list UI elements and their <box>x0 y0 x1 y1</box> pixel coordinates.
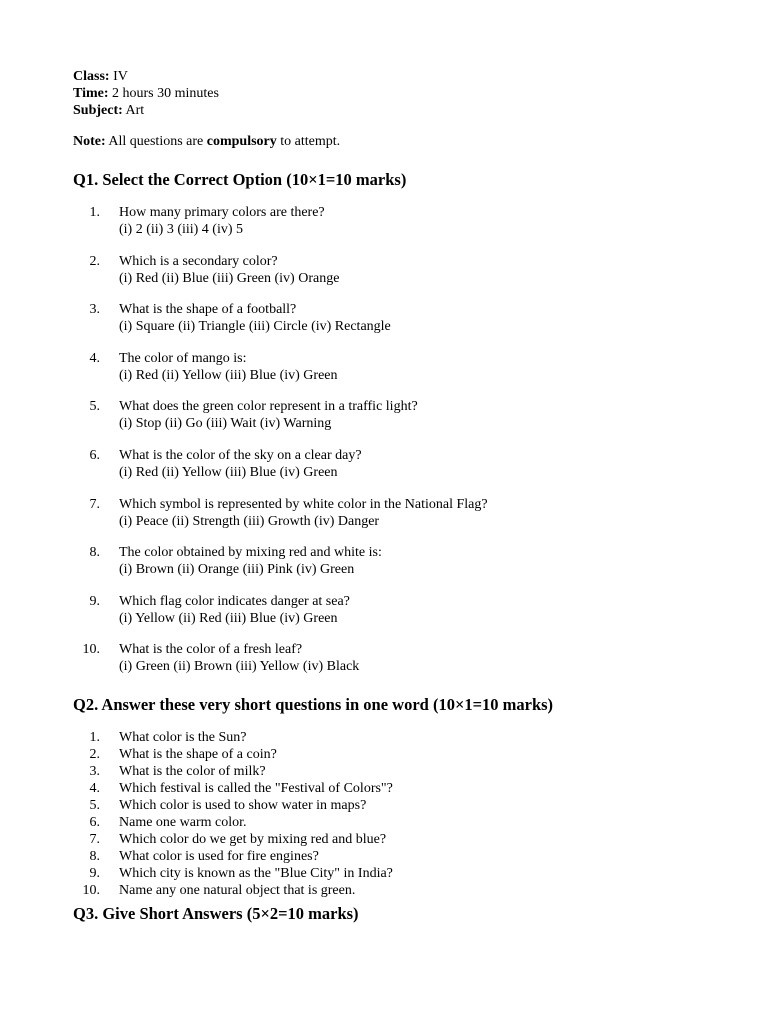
question-options: (i) 2 (ii) 3 (iii) 4 (iv) 5 <box>119 222 244 237</box>
list-item <box>0 204 768 253</box>
question-text: What is the color of milk? <box>119 764 266 779</box>
q1-question-list <box>0 204 768 690</box>
question-number: 3. <box>89 764 100 779</box>
question-text: The color of mango is: <box>119 350 247 366</box>
question-text: Which symbol is represented by white color in the National Flag? <box>119 496 488 512</box>
question-text: What is the color of the sky on a clear day? <box>119 447 362 463</box>
question-text: What is the color of a fresh leaf? <box>119 642 303 658</box>
list-item <box>0 301 768 350</box>
subject-value: Art <box>122 103 145 118</box>
time-line <box>73 85 219 102</box>
note-text-post: to attempt. <box>276 134 341 149</box>
question-text: How many primary colors are there? <box>119 205 325 220</box>
question-text: Which city is known as the "Blue City" in India? <box>119 866 393 881</box>
question-options: (i) Square (ii) Triangle (iii) Circle (iv) Rectangle <box>119 319 391 335</box>
question-number: 9. <box>89 593 100 609</box>
note-text-bold: compulsory <box>206 134 277 149</box>
question-text: Name one warm color. <box>119 815 247 830</box>
question-number: 4. <box>89 350 100 366</box>
question-text: Which color do we get by mixing red and blue? <box>119 832 387 847</box>
list-item <box>0 350 768 399</box>
list-item <box>0 593 768 642</box>
question-number: 10. <box>82 883 100 898</box>
question-text: What color is used for fire engines? <box>119 849 319 864</box>
question-number: 5. <box>89 399 100 415</box>
list-item <box>0 814 768 831</box>
time-value: 2 hours 30 minutes <box>108 86 219 101</box>
question-number: 7. <box>89 496 100 512</box>
question-options: (i) Stop (ii) Go (iii) Wait (iv) Warning <box>119 416 332 432</box>
question-number: 9. <box>89 866 100 881</box>
question-number: 2. <box>89 253 100 269</box>
list-item <box>0 398 768 447</box>
list-item <box>0 746 768 763</box>
question-number: 2. <box>89 747 100 762</box>
list-item <box>0 831 768 848</box>
time-label: Time: <box>73 86 109 101</box>
class-line <box>73 68 219 85</box>
question-number: 4. <box>89 781 100 796</box>
list-item <box>0 882 768 899</box>
class-value: IV <box>109 69 128 84</box>
question-number: 8. <box>89 849 100 864</box>
exam-header <box>73 68 219 119</box>
question-options: (i) Red (ii) Yellow (iii) Blue (iv) Green <box>119 464 338 480</box>
question-text: Name any one natural object that is green. <box>119 883 356 898</box>
class-label: Class: <box>73 69 110 84</box>
question-number: 5. <box>89 798 100 813</box>
question-options: (i) Green (ii) Brown (iii) Yellow (iv) Black <box>119 659 360 675</box>
subject-line <box>73 102 219 119</box>
list-item <box>0 865 768 882</box>
question-text: What does the green color represent in a traffic light? <box>119 399 418 415</box>
question-number: 7. <box>89 832 100 847</box>
subject-label: Subject: <box>73 103 123 118</box>
list-item <box>0 797 768 814</box>
question-number: 1. <box>89 730 100 745</box>
question-options: (i) Brown (ii) Orange (iii) Pink (iv) Green <box>119 562 355 578</box>
question-text: What color is the Sun? <box>119 730 247 745</box>
question-number: 3. <box>89 302 100 318</box>
question-options: (i) Yellow (ii) Red (iii) Blue (iv) Green <box>119 610 338 626</box>
question-number: 1. <box>89 205 100 220</box>
list-item <box>0 763 768 780</box>
list-item <box>0 496 768 545</box>
question-text: Which color is used to show water in maps? <box>119 798 367 813</box>
list-item <box>0 729 768 746</box>
list-item <box>0 780 768 797</box>
question-number: 6. <box>89 815 100 830</box>
q1-heading: Q1. Select the Correct Option (10×1=10 marks) <box>73 170 407 189</box>
list-item <box>0 848 768 865</box>
question-number: 6. <box>89 447 100 463</box>
list-item <box>0 641 768 690</box>
question-text: Which festival is called the "Festival of Colors"? <box>119 781 393 796</box>
q3-heading: Q3. Give Short Answers (5×2=10 marks) <box>73 904 359 923</box>
note-line <box>73 134 340 150</box>
q2-question-list <box>0 729 768 899</box>
question-number: 8. <box>89 545 100 561</box>
question-text: The color obtained by mixing red and white is: <box>119 545 382 561</box>
question-text: Which flag color indicates danger at sea? <box>119 593 350 609</box>
list-item <box>0 253 768 302</box>
question-options: (i) Red (ii) Yellow (iii) Blue (iv) Green <box>119 367 338 383</box>
question-options: (i) Red (ii) Blue (iii) Green (iv) Orange <box>119 270 340 286</box>
question-text: What is the shape of a football? <box>119 302 297 318</box>
question-text: Which is a secondary color? <box>119 253 278 269</box>
question-number: 10. <box>82 642 100 658</box>
question-text: What is the shape of a coin? <box>119 747 277 762</box>
note-text-pre: All questions are <box>105 134 207 149</box>
list-item <box>0 544 768 593</box>
note-label: Note: <box>73 134 106 149</box>
question-options: (i) Peace (ii) Strength (iii) Growth (iv) Danger <box>119 513 380 529</box>
q2-heading: Q2. Answer these very short questions in one word (10×1=10 marks) <box>73 695 554 714</box>
list-item <box>0 447 768 496</box>
